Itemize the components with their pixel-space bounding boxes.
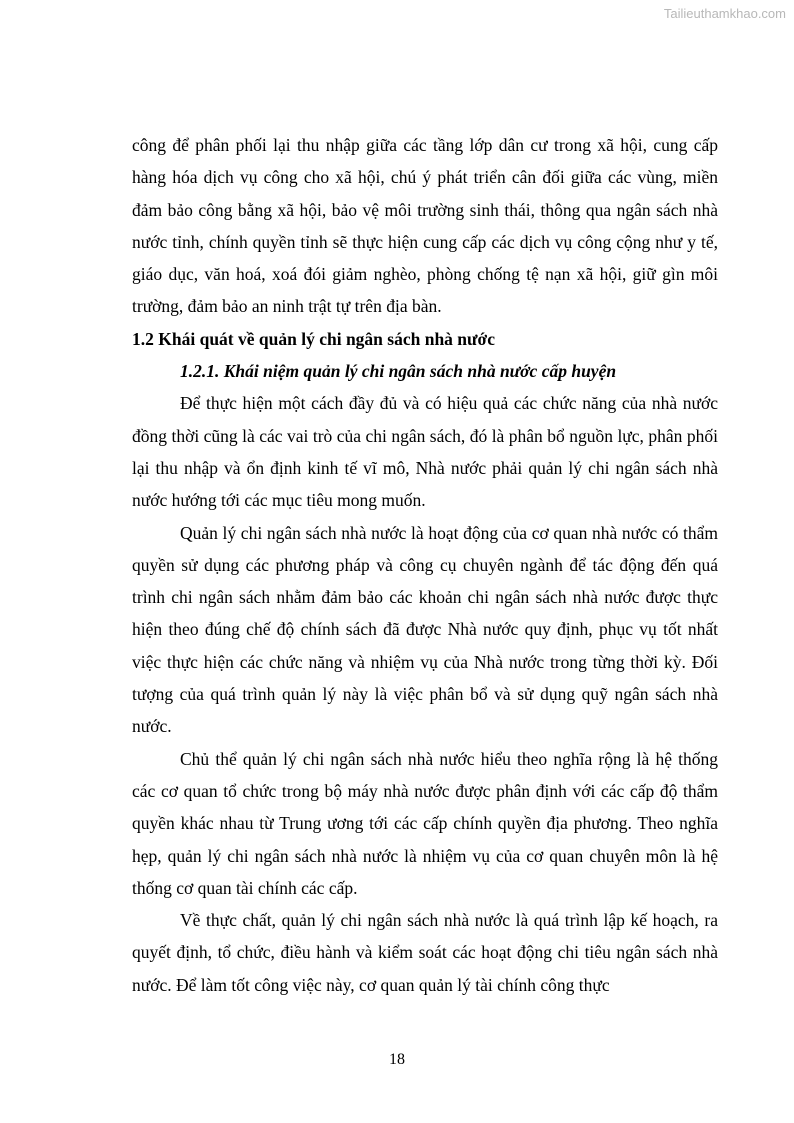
paragraph: Để thực hiện một cách đầy đủ và có hiệu quả các chức năng của nhà nước đồng thời cũng là các vai trò của chi ngân sách, đó là phân bổ nguồn lực, phân phối lại thu nhập và ổn định kinh tế vĩ mô, Nhà nước phải quản lý chi ngân sách nhà nước hướng tới các mục tiêu mong muốn. [132, 393, 718, 511]
paragraph-continuation: công để phân phối lại thu nhập giữa các tầng lớp dân cư trong xã hội, cung cấp hàng hóa dịch vụ công cho xã hội, chú ý phát triển cân đối giữa các vùng, miền đảm bảo công bằng xã hội, bảo vệ môi trường sinh thái, thông qua ngân sách nhà nước tỉnh, chính quyền tỉnh sẽ thực hiện cung cấp các dịch vụ công cộng như y tế, giáo dục, văn hoá, xoá đói giảm nghèo, phòng chống tệ nạn xã hội, giữ gìn môi trường, đảm bảo an ninh trật tự trên địa bàn. [132, 135, 718, 317]
paragraph: Quản lý chi ngân sách nhà nước là hoạt động của cơ quan nhà nước có thẩm quyền sử dụng các phương pháp và công cụ chuyên ngành để tác động đến quá trình chi ngân sách nhằm đảm bảo các khoản chi ngân sách nhà nước được thực hiện theo đúng chế độ chính sách đã được Nhà nước quy định, phục vụ tốt nhất việc thực hiện các chức năng và nhiệm vụ của Nhà nước trong từng thời kỳ. Đối tượng của quá trình quản lý này là việc phân bổ và sử dụng quỹ ngân sách nhà nước. [132, 522, 718, 737]
document-body [132, 129, 718, 1001]
subsection-heading: 1.2.1. Khái niệm quản lý chi ngân sách nhà nước cấp huyện [180, 361, 617, 382]
paragraph: Về thực chất, quản lý chi ngân sách nhà nước là quá trình lập kế hoạch, ra quyết định, tổ chức, điều hành và kiểm soát các hoạt động chi tiêu ngân sách nhà nước. Để làm tốt công việc này, cơ quan quản lý tài chính công thực [132, 910, 718, 995]
section-heading: 1.2 Khái quát về quản lý chi ngân sách nhà nước [132, 328, 495, 349]
page-number: 18 [389, 1051, 405, 1068]
paragraph: Chủ thể quản lý chi ngân sách nhà nước hiểu theo nghĩa rộng là hệ thống các cơ quan tổ chức trong bộ máy nhà nước được phân định với các cấp độ thẩm quyền khác nhau từ Trung ương tới các cấp chính quyền địa phương. Theo nghĩa hẹp, quản lý chi ngân sách nhà nước là nhiệm vụ của cơ quan chuyên môn là hệ thống cơ quan tài chính các cấp. [132, 748, 718, 898]
watermark: Tailieuthamkhao.com [663, 6, 786, 21]
